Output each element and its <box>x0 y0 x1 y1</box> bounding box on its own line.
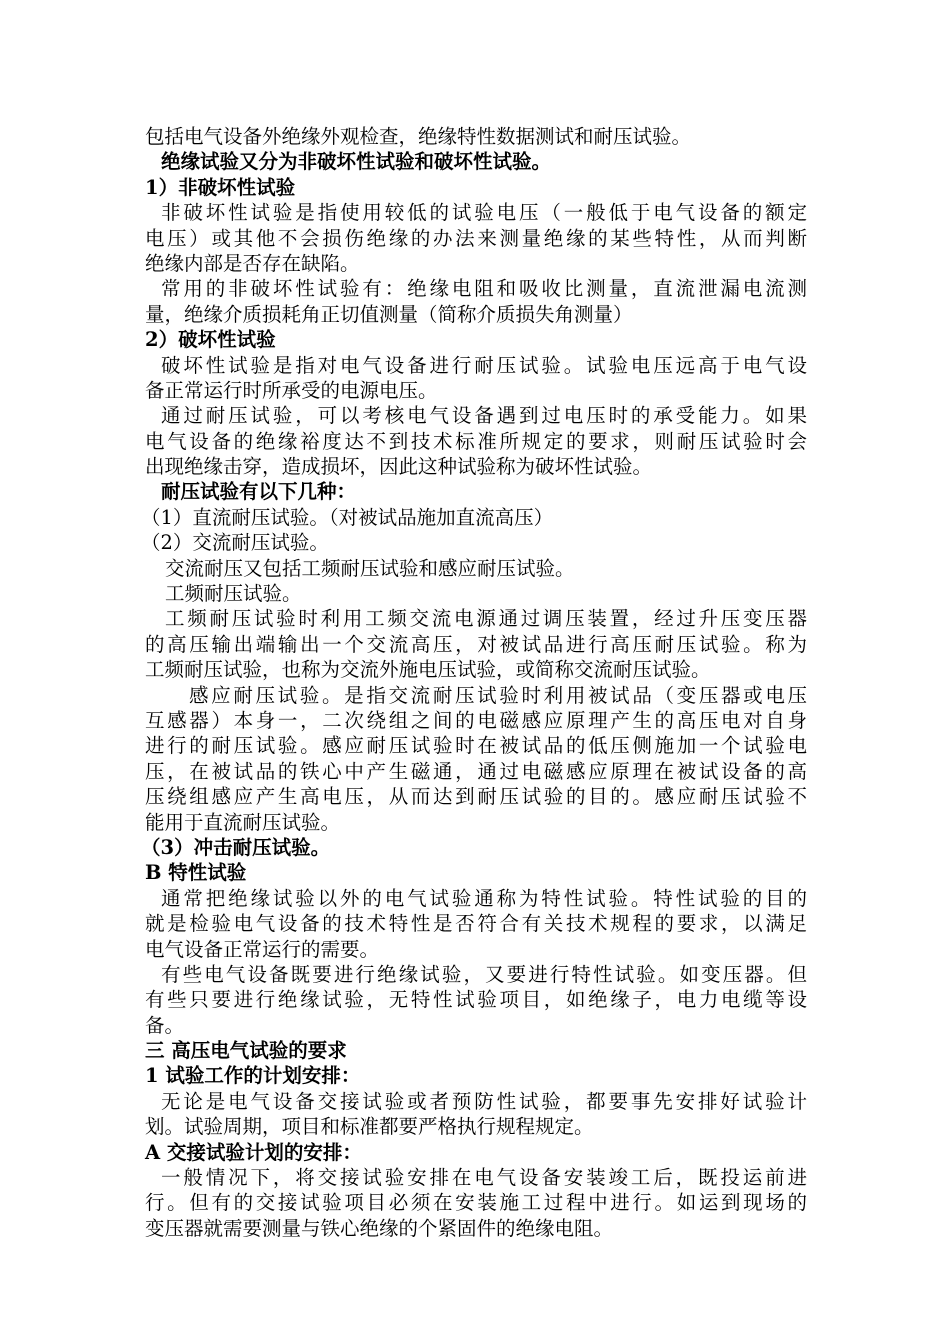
text-line: 互感器）本身一，二次绕组之间的电磁感应原理产生的高压电对自身 <box>145 708 807 732</box>
text-line: 工频耐压试验时利用工频交流电源通过调压装置，经过升压变压器 <box>165 607 807 631</box>
section-heading: （3）冲击耐压试验。 <box>141 835 331 859</box>
section-heading: 1）非破坏性试验 <box>145 175 296 199</box>
text-line: 破坏性试验是指对电气设备进行耐压试验。试验电压远高于电气设 <box>161 353 807 377</box>
text-line: 电压）或其他不会损伤绝缘的办法来测量绝缘的某些特性，从而判断 <box>145 226 807 250</box>
text-line: 工频耐压试验。 <box>165 582 302 606</box>
text-line: 压绕组感应产生高电压，从而达到耐压试验的目的。感应耐压试验不 <box>145 785 807 809</box>
section-heading: B 特性试验 <box>145 861 247 885</box>
text-line: 常用的非破坏性试验有：绝缘电阻和吸收比测量，直流泄漏电流测 <box>161 277 807 301</box>
list-item: （1）直流耐压试验。（对被试品施加直流高压） <box>141 505 554 529</box>
text-line: 交流耐压又包括工频耐压试验和感应耐压试验。 <box>165 556 575 580</box>
text-line: 无论是电气设备交接试验或者预防性试验，都要事先安排好试验计 <box>161 1089 807 1113</box>
text-line: 工频耐压试验，也称为交流外施电压试验，或简称交流耐压试验。 <box>145 658 711 682</box>
section-heading: 绝缘试验又分为非破坏性试验和破坏性试验。 <box>161 150 552 174</box>
section-heading: 1 试验工作的计划安排： <box>145 1064 361 1088</box>
text-line: 备。 <box>145 1013 185 1037</box>
text-line: 非破坏性试验是指使用较低的试验电压（一般低于电气设备的额定 <box>161 201 807 225</box>
text-line: 就是检验电气设备的技术特性是否符合有关技术规程的要求，以满足 <box>145 912 807 936</box>
text-line: 感应耐压试验。是指交流耐压试验时利用被试品（变压器或电压 <box>189 683 807 707</box>
text-line: 绝缘内部是否存在缺陷。 <box>145 251 360 275</box>
text-line: 量，绝缘介质损耗角正切值测量（简称介质损失角测量） <box>145 302 633 326</box>
text-line: 电气设备的绝缘裕度达不到技术标准所规定的要求，则耐压试验时会 <box>145 429 807 453</box>
text-line: 电气设备正常运行的需要。 <box>145 937 380 961</box>
text-line: 备正常运行时所承受的电源电压。 <box>145 378 438 402</box>
section-heading: 三 高压电气试验的要求 <box>145 1039 347 1063</box>
text-line: 有些电气设备既要进行绝缘试验，又要进行特性试验。如变压器。但 <box>161 962 807 986</box>
text-line: 进行的耐压试验。感应耐压试验时在被试品的低压侧施加一个试验电 <box>145 734 807 758</box>
text-line: 一般情况下，将交接试验安排在电气设备安装竣工后，既投运前进 <box>161 1166 807 1190</box>
text-line: 出现绝缘击穿，造成损坏，因此这种试验称为破坏性试验。 <box>145 455 653 479</box>
section-heading: 2）破坏性试验 <box>145 328 276 352</box>
text-line: 包括电气设备外绝缘外观检查，绝缘特性数据测试和耐压试验。 <box>145 125 692 148</box>
list-item: （2）交流耐压试验。 <box>141 531 329 555</box>
text-line: 的高压输出端输出一个交流高压，对被试品进行高压耐压试验。称为 <box>145 632 807 656</box>
text-line: 压，在被试品的铁心中产生磁通，通过电磁感应原理在被试设备的高 <box>145 759 807 783</box>
text-line: 通常把绝缘试验以外的电气试验通称为特性试验。特性试验的目的 <box>161 886 807 910</box>
text-line: 变压器就需要测量与铁心绝缘的个紧固件的绝缘电阻。 <box>145 1216 614 1240</box>
text-line: 划。试验周期，项目和标准都要严格执行规程规定。 <box>145 1115 594 1139</box>
text-line: 能用于直流耐压试验。 <box>145 810 341 834</box>
section-heading: 耐压试验有以下几种： <box>161 480 357 504</box>
section-heading: A 交接试验计划的安排： <box>145 1140 362 1164</box>
text-line: 行。但有的交接试验项目必须在安装施工过程中进行。如运到现场的 <box>145 1191 807 1215</box>
text-line: 通过耐压试验，可以考核电气设备遇到过电压时的承受能力。如果 <box>161 404 807 428</box>
text-line: 有些只要进行绝缘试验，无特性试验项目，如绝缘子，电力电缆等设 <box>145 988 807 1012</box>
document-page <box>141 124 807 1241</box>
